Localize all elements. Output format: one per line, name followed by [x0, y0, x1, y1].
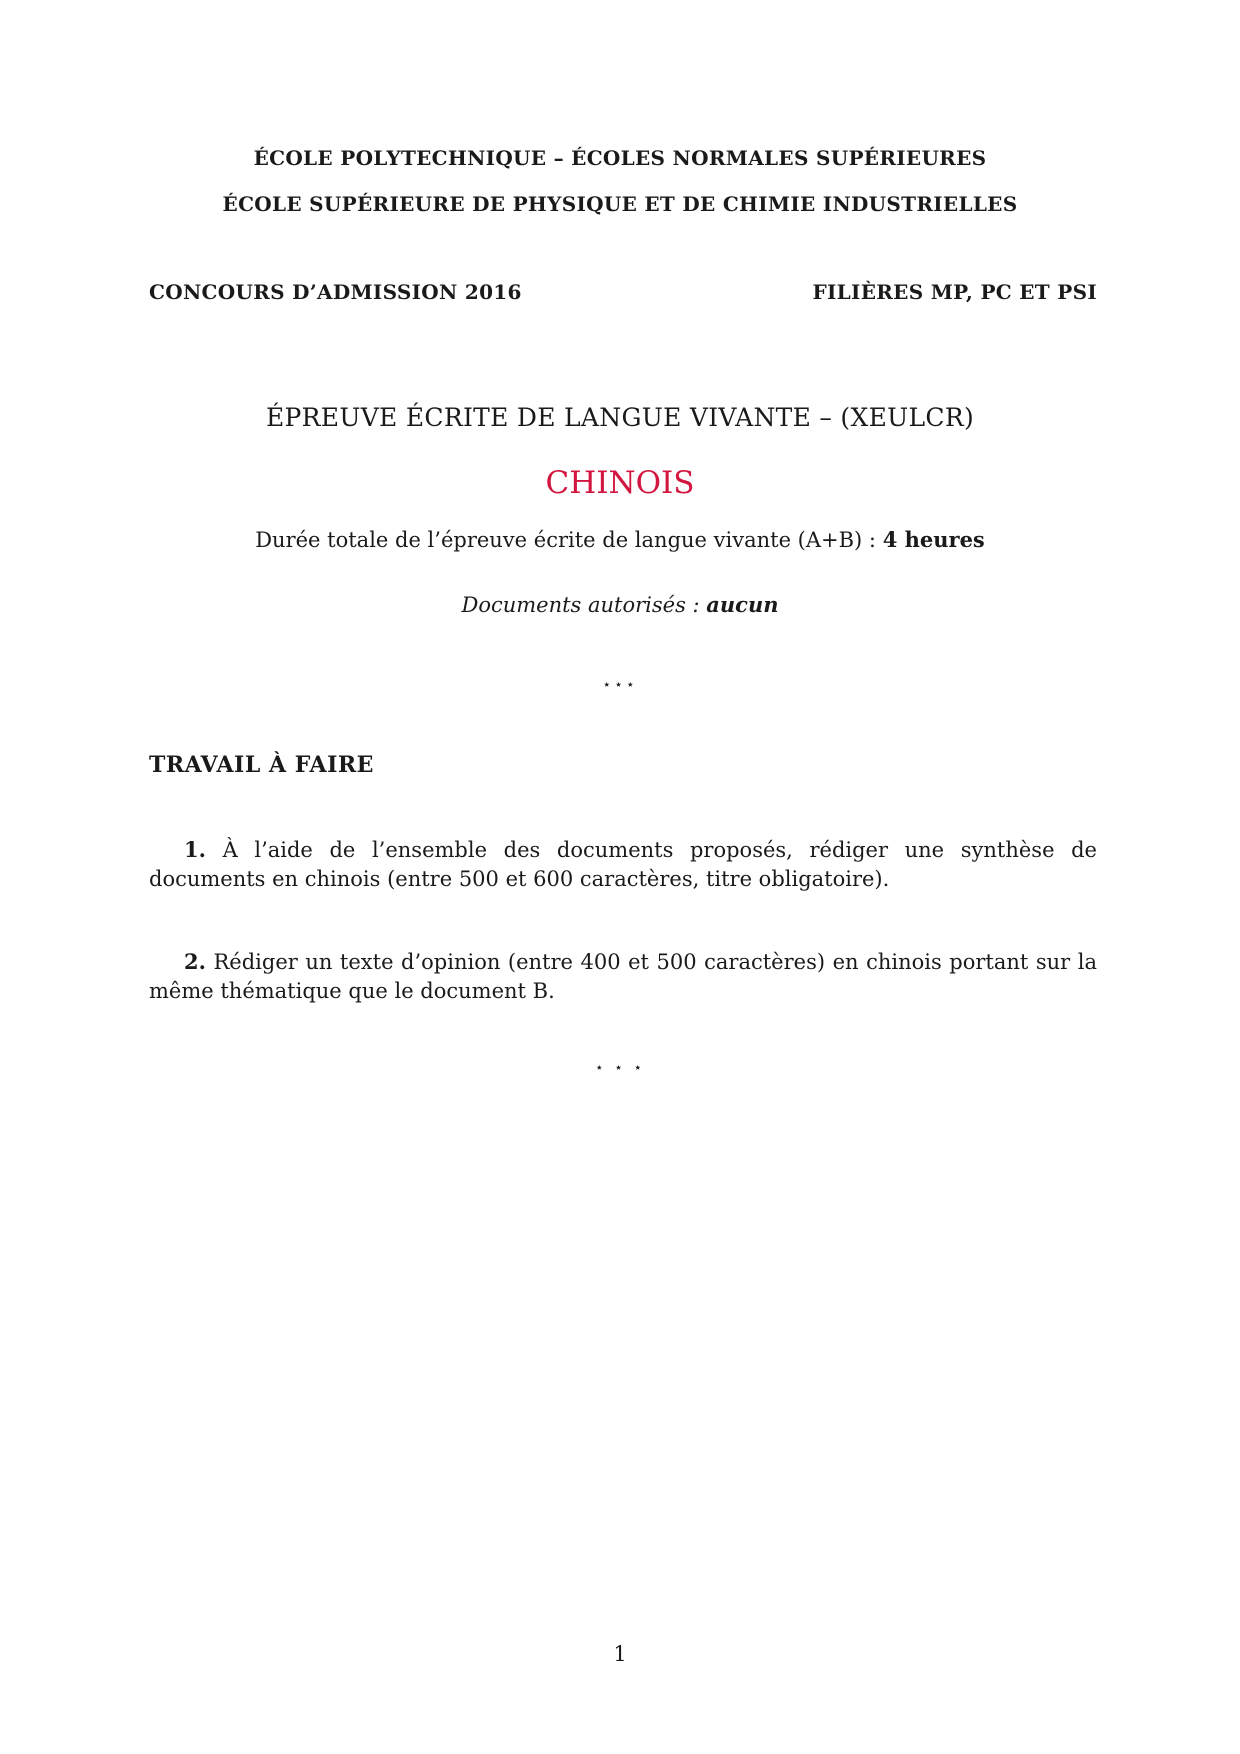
task-item-1	[149, 835, 1097, 894]
duree-line	[0, 527, 1240, 552]
separator-stars-top: ⋆⋆⋆	[602, 677, 638, 693]
institution-line-1: ÉCOLE POLYTECHNIQUE – ÉCOLES NORMALES SUPÉRIEURES	[253, 146, 987, 170]
epreuve-title: ÉPREUVE ÉCRITE DE LANGUE VIVANTE – (XEULCR)	[265, 403, 975, 432]
page-number: 1	[613, 1642, 627, 1666]
concours-label: CONCOURS D’ADMISSION 2016	[149, 280, 522, 304]
task-number: 2.	[184, 949, 206, 974]
documents-line	[0, 592, 1240, 617]
task-item-2	[149, 947, 1097, 1006]
documents-value: aucun	[706, 592, 779, 617]
duree-label: Durée totale de l’épreuve écrite de langue vivante (A+B) :	[255, 528, 883, 552]
institution-line-2: ÉCOLE SUPÉRIEURE DE PHYSIQUE ET DE CHIMIE INDUSTRIELLES	[222, 192, 1018, 216]
section-title: TRAVAIL À FAIRE	[149, 752, 374, 778]
task-text: Rédiger un texte d’opinion (entre 400 et 500 caractères) en chinois portant sur la même thématique que le document B.	[149, 950, 1097, 1003]
task-text: À l’aide de l’ensemble des documents proposés, rédiger une synthèse de documents en chinois (entre 500 et 600 caractères, titre obligatoire).	[149, 838, 1097, 891]
concours-row	[149, 280, 1097, 304]
separator-stars-bottom: ⋆ ⋆ ⋆	[594, 1060, 646, 1076]
duree-value: 4 heures	[882, 527, 985, 552]
task-number: 1.	[184, 837, 206, 862]
subject-title: CHINOIS	[545, 465, 695, 501]
filieres-label: FILIÈRES MP, PC ET PSI	[812, 280, 1097, 304]
documents-label: Documents autorisés :	[461, 593, 707, 617]
